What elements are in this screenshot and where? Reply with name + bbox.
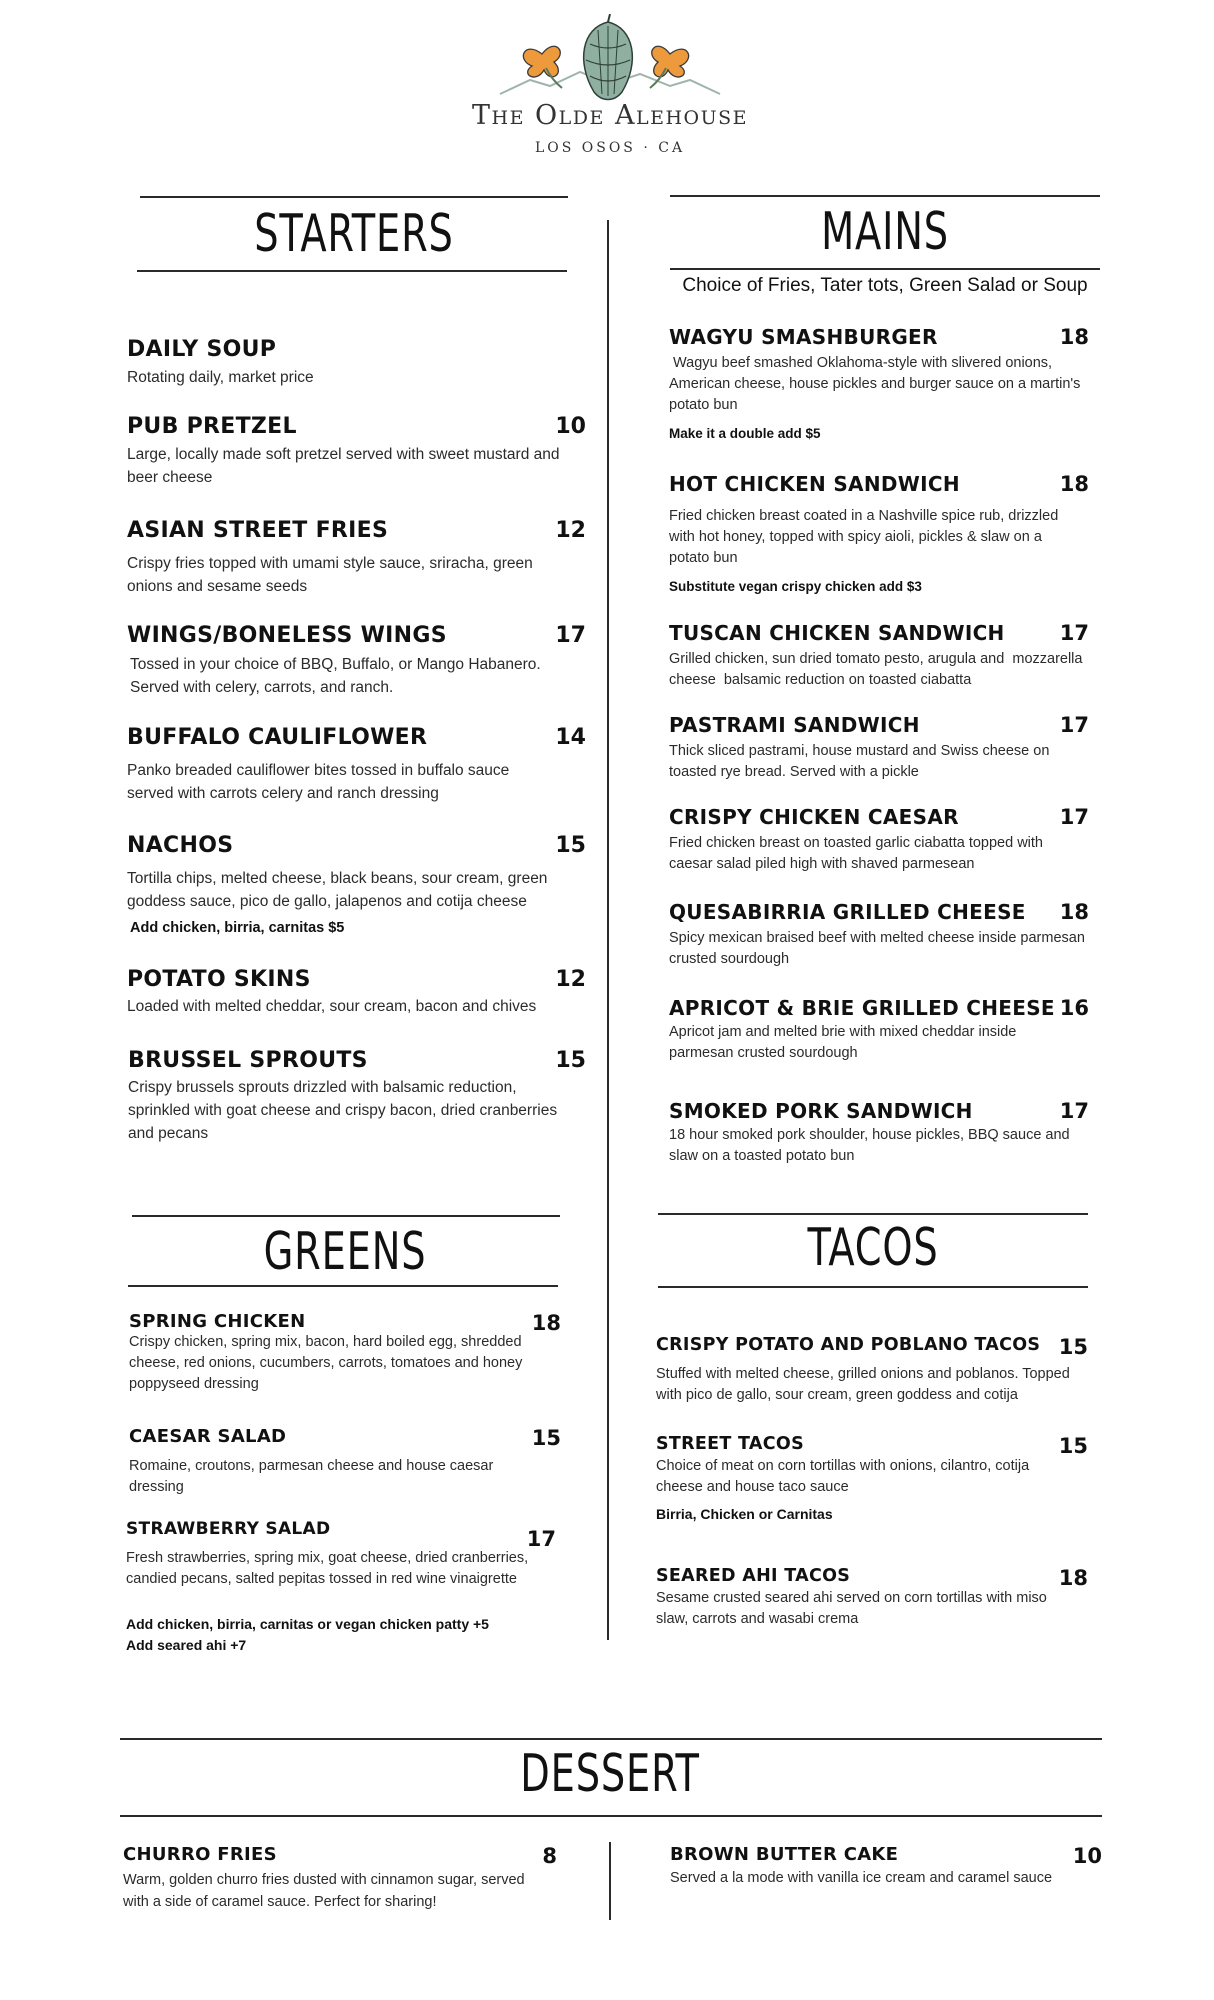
item-price: 17 (1059, 805, 1089, 829)
hop-and-poppy-icon (490, 14, 730, 104)
greens-title: GREENS (263, 1222, 427, 1282)
item-name: POTATO SKINS (127, 967, 311, 992)
logo (490, 14, 730, 104)
menu-item (127, 833, 587, 936)
column-divider (607, 220, 609, 1640)
menu-item (669, 472, 1089, 594)
item-desc: Sesame crusted seared ahi served on corn tortillas with miso slaw, carrots and wasabi crema (656, 1590, 1047, 1627)
starters-title: STARTERS (254, 204, 454, 264)
item-price: 17 (1059, 1099, 1089, 1123)
item-price: 8 (542, 1844, 557, 1868)
mains-title: MAINS (821, 202, 949, 262)
add-on-note: Add chicken, birria, carnitas or vegan chicken patty +5 (126, 1616, 489, 1632)
item-name: PUB PRETZEL (127, 414, 297, 439)
item-name: CRISPY CHICKEN CAESAR (669, 805, 959, 829)
item-name: STREET TACOS (656, 1434, 805, 1454)
dessert-bottom-rule (120, 1815, 1102, 1817)
item-price: 18 (1059, 472, 1089, 496)
item-desc: Fried chicken breast coated in a Nashville spice rub, drizzled with hot honey, topped with spicy aioli, pickles & slaw on a potato bun (669, 508, 1059, 566)
item-price: 17 (1059, 621, 1089, 645)
tacos-top-rule (658, 1213, 1088, 1215)
menu-item (669, 325, 1089, 441)
item-desc: Wagyu beef smashed Oklahoma-style with slivered onions, American cheese, house pickles and burger sauce on a martin's potato bun (669, 355, 1085, 413)
menu-item (669, 1099, 1089, 1167)
tacos-title: TACOS (807, 1218, 939, 1278)
menu-item (669, 713, 1089, 783)
item-desc: Romaine, croutons, parmesan cheese and house caesar dressing (129, 1458, 494, 1495)
item-desc: Tossed in your choice of BBQ, Buffalo, or Mango Habanero. Served with celery, carrots, and ranch. (130, 656, 541, 696)
dessert-top-rule (120, 1738, 1102, 1740)
item-name: DAILY SOUP (127, 337, 277, 362)
starters-top-rule (140, 196, 568, 198)
item-note: Make it a double add $5 (669, 426, 821, 441)
item-name: PASTRAMI SANDWICH (669, 713, 920, 737)
item-desc: Rotating daily, market price (127, 369, 314, 386)
item-price: 15 (555, 1048, 586, 1073)
item-price: 18 (1059, 325, 1089, 349)
item-price: 15 (531, 1426, 561, 1450)
mains-subtitle: Choice of Fries, Tater tots, Green Salad or Soup (682, 275, 1088, 296)
restaurant-name: The Olde Alehouse (472, 100, 748, 131)
item-desc: Apricot jam and melted brie with mixed cheddar inside parmesan crusted sourdough (669, 1024, 1017, 1061)
dessert-title: DESSERT (520, 1744, 700, 1804)
item-price: 17 (1059, 713, 1089, 737)
menu-item (127, 414, 587, 489)
item-desc: 18 hour smoked pork shoulder, house pickles, BBQ sauce and slaw on a toasted potato bun (669, 1127, 1070, 1164)
item-name: TUSCAN CHICKEN SANDWICH (669, 621, 1005, 645)
item-name: QUESABIRRIA GRILLED CHEESE (669, 900, 1026, 924)
menu-item (129, 1311, 561, 1395)
item-desc: Served a la mode with vanilla ice cream and caramel sauce (670, 1870, 1053, 1886)
menu-item (669, 900, 1089, 970)
menu-item (127, 337, 587, 389)
menu-item (126, 1519, 560, 1590)
item-desc: Panko breaded cauliflower bites tossed in buffalo sauce served with carrots celery and ranch dressing (127, 762, 510, 802)
menu-item (669, 621, 1089, 691)
item-desc: Fried chicken breast on toasted garlic ciabatta topped with caesar salad piled high with shaved parmesean (669, 835, 1043, 872)
menu-item (669, 805, 1089, 875)
item-name: STRAWBERRY SALAD (126, 1519, 331, 1539)
dessert-divider (609, 1842, 611, 1920)
item-desc: Warm, golden churro fries dusted with cinnamon sugar, served with a side of caramel sauce. Perfect for sharing! (123, 1872, 525, 1910)
menu-item (669, 996, 1089, 1064)
item-name: SMOKED PORK SANDWICH (669, 1099, 973, 1123)
item-name: CRISPY POTATO AND POBLANO TACOS (656, 1335, 1041, 1355)
item-desc: Crispy fries topped with umami style sauce, sriracha, green onions and sesame seeds (127, 555, 533, 595)
item-name: HOT CHICKEN SANDWICH (669, 472, 960, 496)
item-desc: Fresh strawberries, spring mix, goat cheese, dried cranberries, candied pecans, salted pepitas tossed in red wine vinaigrette (126, 1550, 529, 1587)
menu-item (656, 1434, 1088, 1522)
item-price: 18 (1058, 1566, 1088, 1590)
item-desc: Choice of meat on corn tortillas with onions, cilantro, cotija cheese and house taco sauce (656, 1458, 1030, 1495)
greens-bottom-rule (128, 1285, 558, 1287)
starters-bottom-rule (137, 270, 567, 272)
menu-item (128, 1048, 587, 1145)
item-price: 18 (531, 1311, 561, 1335)
item-name: BROWN BUTTER CAKE (670, 1844, 899, 1865)
item-price: 15 (1058, 1335, 1088, 1359)
menu-item (127, 623, 587, 699)
menu-item (656, 1566, 1088, 1630)
menu-item (127, 967, 587, 1018)
item-price: 17 (555, 623, 586, 648)
item-name: WINGS/BONELESS WINGS (127, 623, 447, 648)
item-desc: Large, locally made soft pretzel served with sweet mustard and beer cheese (127, 446, 560, 486)
menu-item (127, 518, 587, 598)
item-note: Substitute vegan crispy chicken add $3 (669, 579, 922, 594)
item-desc: Crispy chicken, spring mix, bacon, hard boiled egg, shredded cheese, red onions, cucumbers, carrots, tomatoes and honey poppyseed dressing (129, 1334, 523, 1392)
item-name: BRUSSEL SPROUTS (128, 1048, 368, 1073)
mains-top-rule (670, 195, 1100, 197)
item-desc: Loaded with melted cheddar, sour cream, bacon and chives (127, 998, 537, 1015)
item-desc: Tortilla chips, melted cheese, black beans, sour cream, green goddess sauce, pico de gallo, jalapenos and cotija cheese (127, 870, 548, 910)
item-price: 14 (555, 725, 586, 750)
item-desc: Grilled chicken, sun dried tomato pesto, arugula and mozzarella cheese balsamic reduction on toasted ciabatta (669, 651, 1087, 688)
menu-item (123, 1844, 557, 1913)
item-name: NACHOS (127, 833, 234, 858)
greens-add-ons (126, 1614, 566, 1656)
mains-bottom-rule (670, 268, 1100, 270)
item-price: 17 (526, 1527, 556, 1551)
menu-item (670, 1844, 1102, 1889)
item-name: BUFFALO CAULIFLOWER (127, 725, 428, 750)
menu-item (129, 1426, 561, 1498)
item-price: 15 (555, 833, 586, 858)
item-price: 16 (1059, 996, 1089, 1020)
item-desc: Crispy brussels sprouts drizzled with balsamic reduction, sprinkled with goat cheese and crispy bacon, dried cranberries and pecans (128, 1079, 558, 1142)
item-price: 10 (1072, 1844, 1102, 1868)
item-price: 10 (555, 414, 586, 439)
item-note: Add chicken, birria, carnitas $5 (130, 920, 345, 936)
item-desc: Stuffed with melted cheese, grilled onions and poblanos. Topped with pico de gallo, sour cream, green goddess and cotija (656, 1366, 1070, 1403)
item-desc: Spicy mexican braised beef with melted cheese inside parmesan crusted sourdough (669, 930, 1085, 967)
tacos-bottom-rule (658, 1286, 1088, 1288)
restaurant-location: LOS OSOS · CA (534, 140, 686, 156)
item-name: WAGYU SMASHBURGER (669, 325, 938, 349)
item-name: CAESAR SALAD (129, 1426, 287, 1447)
item-note: Birria, Chicken or Carnitas (656, 1506, 833, 1522)
item-price: 12 (555, 518, 586, 543)
item-name: SPRING CHICKEN (129, 1311, 306, 1332)
item-price: 15 (1058, 1434, 1088, 1458)
item-name: SEARED AHI TACOS (656, 1566, 851, 1586)
menu-item (127, 725, 587, 805)
item-name: ASIAN STREET FRIES (127, 518, 389, 543)
item-price: 12 (555, 967, 586, 992)
item-desc: Thick sliced pastrami, house mustard and Swiss cheese on toasted rye bread. Served with a pickle (669, 743, 1050, 780)
item-price: 18 (1059, 900, 1089, 924)
menu-item (656, 1335, 1088, 1406)
greens-top-rule (132, 1215, 560, 1217)
item-name: APRICOT & BRIE GRILLED CHEESE (669, 996, 1055, 1020)
item-name: CHURRO FRIES (123, 1844, 277, 1865)
add-on-note: Add seared ahi +7 (126, 1637, 247, 1653)
